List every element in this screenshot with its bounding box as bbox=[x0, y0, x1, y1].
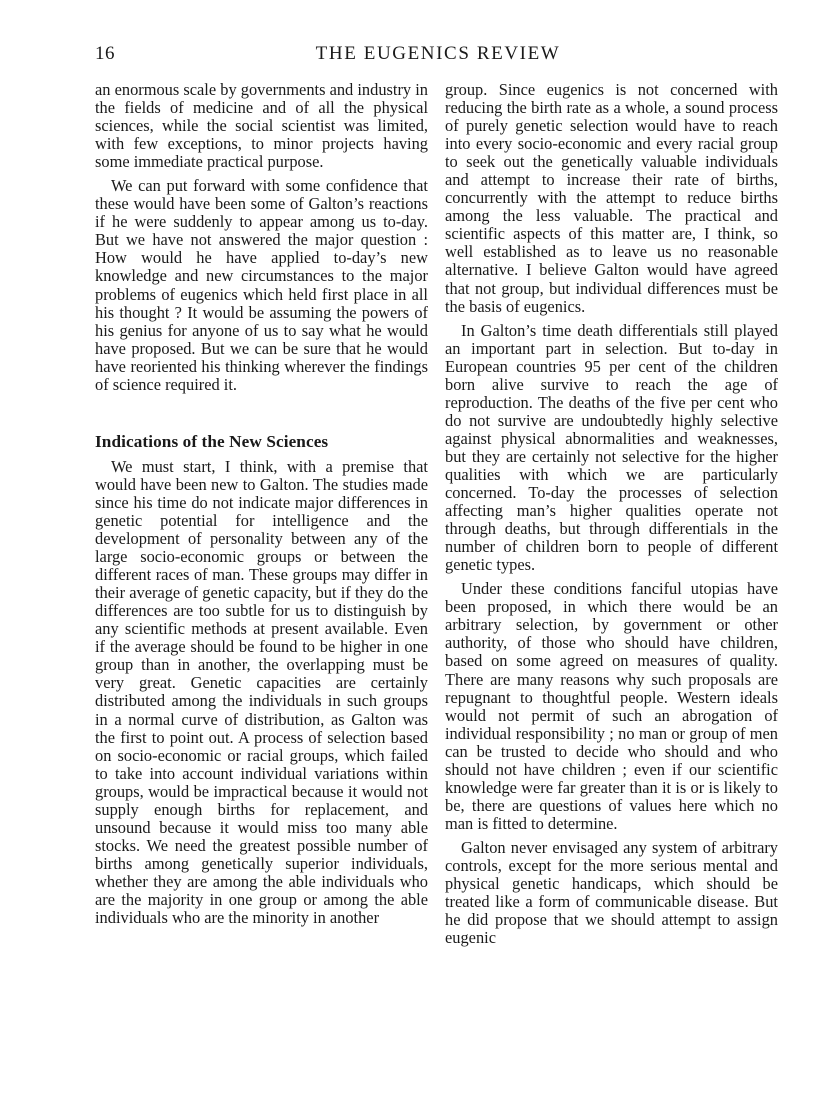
left-paragraph-1: an enormous scale by governments and industry in the fields of medicine and of all the physical sciences, while the social scientist was limited, with few exceptions, to minor projects having some immediate practical purpose. bbox=[95, 80, 428, 172]
right-column bbox=[445, 81, 778, 947]
right-paragraph-2: In Galton’s time death differentials still played an important part in selection. But to-day in European countries 95 per cent of the children born alive survive to reach the age of reproduction. The deaths of the five per cent who do not survive are undoubtedly highly selective against physical abnormalities and weaknesses, but they are certainly not selective for the higher qualities with which we are particularly concerned. To-day the processes of selection affecting man’s higher qualities operate not through deaths, but through differentials in the number of children born to people of different genetic types. bbox=[445, 320, 778, 575]
right-paragraph-1: group. Since eugenics is not concerned with reducing the birth rate as a whole, a sound process of purely genetic selection would have to reach into every socio-economic and every racial group to seek out the genetically valuable individuals and attempt to increase their rate of births, concurrently with the attempt to reduce births among the less valuable. The practical and scientific aspects of this matter are, I think, so well established as to leave us no reasonable alternative. I believe Galton would have agreed that not group, but individual differences must be the basis of eugenics. bbox=[445, 80, 778, 316]
right-paragraph-3: Under these conditions fanciful utopias have been proposed, in which there would be an arbitrary selection, by government or other authority, of those who should have children, based on some agreed on measures of quality. There are many reasons why such proposals are repugnant to thoughtful people. Western ideals would not permit of such an abrogation of individual responsibility ; no man or group of men can be trusted to decide who should and who should not have children ; even if our scientific knowledge were far greater than it is or is likely to be, there are questions of values here which no man is fitted to determine. bbox=[445, 579, 778, 833]
section-heading: Indications of the New Sciences bbox=[95, 431, 329, 451]
left-column bbox=[95, 81, 428, 927]
right-paragraph-4: Galton never envisaged any system of arbitrary controls, except for the more serious mental and physical genetic handicaps, which should be treated like a form of communicable disease. But he did propose that we should attempt to assign eugenic bbox=[445, 837, 778, 948]
left-paragraph-2: We can put forward with some confidence that these would have been some of Galton’s reactions if he were suddenly to appear among us to-day. But we have not answered the major question : How would he have applied to-day’s new knowledge and new circumstances to the major problems of eugenics which held first place in all his thought ? It would be assuming the powers of his genius for anyone of us to say what he would have proposed. But we can be sure that he would have reoriented his thinking wherever the findings of science required it. bbox=[95, 176, 428, 394]
left-paragraph-3: We must start, I think, with a premise that would have been new to Galton. The studies made since his time do not indicate major differences in genetic potential for intelligence and the development of personality between any of the large socio-economic groups or between the different races of man. These groups may differ in their average of genetic capacity, but if they do the differences are too subtle for us to distinguish by any scientific methods at present available. Even if the average should be found to be higher in one group than in another, the overlapping must be very great. Genetic capacities are certainly distributed among the individuals in such groups in a normal curve of distribution, as Galton was the first to point out. A process of selection based on socio-economic or racial groups, which failed to take into account individual variations within groups, would be impractical because it would not supply enough births for replacement, and unsound because it would miss too many able stocks. We need the greatest possible number of births among genetically superior individuals, whether they are among the able individuals who are the majority in one group or among the able individuals who are the minority in another bbox=[95, 456, 428, 928]
page-header bbox=[95, 43, 777, 69]
running-title: THE EUGENICS REVIEW bbox=[315, 43, 561, 64]
page-number: 16 bbox=[95, 43, 115, 64]
